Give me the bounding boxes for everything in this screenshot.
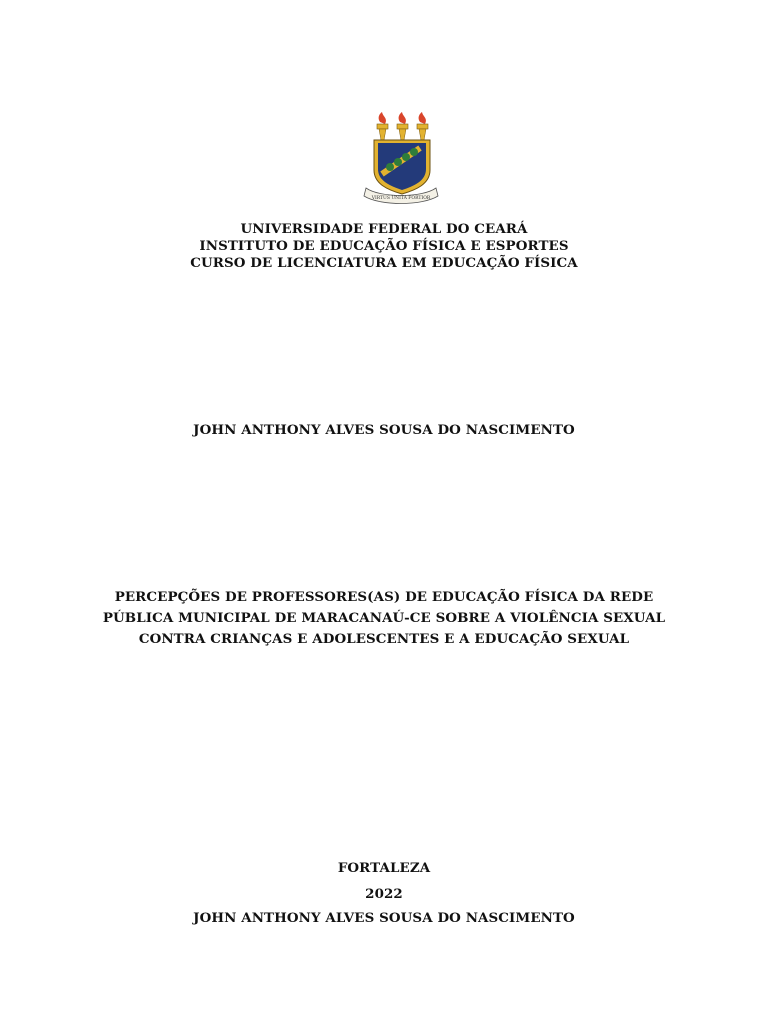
emblem-motto: VIRTUS UNITA FORTIOR (371, 196, 431, 201)
university-name: UNIVERSIDADE FEDERAL DO CEARÁ (240, 221, 528, 237)
year-text: 2022 (365, 886, 403, 902)
title-line-3: CONTRA CRIANÇAS E ADOLESCENTES E A EDUCAÇÃO SEXUAL (138, 631, 630, 647)
city (0, 860, 768, 877)
university-coat-of-arms-icon (360, 112, 442, 208)
author-name-repeat-text: JOHN ANTHONY ALVES SOUSA DO NASCIMENTO (193, 910, 575, 926)
author-name-repeat (0, 910, 768, 927)
author-name-text: JOHN ANTHONY ALVES SOUSA DO NASCIMENTO (193, 422, 575, 438)
torches-icon (377, 112, 428, 140)
institution-header (0, 221, 768, 272)
shield-icon (374, 140, 430, 194)
author-name (0, 422, 768, 439)
city-text: FORTALEZA (337, 860, 431, 876)
course-name: CURSO DE LICENCIATURA EM EDUCAÇÃO FÍSICA (190, 255, 578, 271)
title-line-2: PÚBLICA MUNICIPAL DE MARACANAÚ-CE SOBRE A VIOLÊNCIA SEXUAL (102, 610, 666, 626)
institute-name: INSTITUTO DE EDUCAÇÃO FÍSICA E ESPORTES (199, 238, 569, 254)
year (0, 886, 768, 903)
title-line-1: PERCEPÇÕES DE PROFESSORES(AS) DE EDUCAÇÃO FÍSICA DA REDE (114, 589, 654, 605)
document-title (0, 587, 768, 650)
